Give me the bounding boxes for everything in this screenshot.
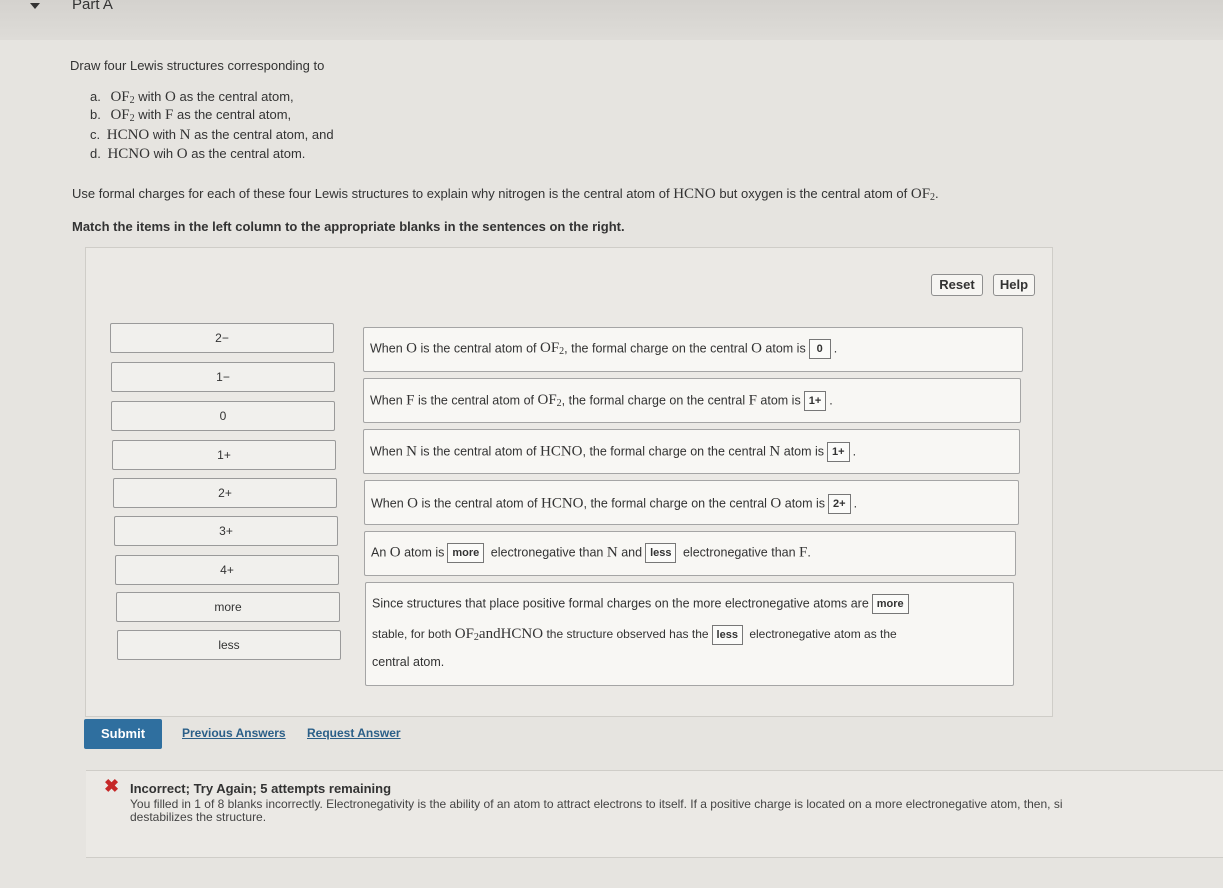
chip-less[interactable]: less [117, 630, 341, 660]
reset-button[interactable]: Reset [931, 274, 983, 296]
chip-2-plus[interactable]: 2+ [113, 478, 337, 508]
blank-1[interactable]: 0 [809, 339, 831, 359]
chip-4-plus[interactable]: 4+ [115, 555, 339, 585]
item-d: d. HCNO wih O as the central atom. [90, 146, 306, 162]
item-b: b. $OF_2$ with F as the central atom, [90, 107, 292, 124]
chip-1-plus[interactable]: 1+ [112, 440, 336, 470]
blank-5[interactable]: more [447, 543, 484, 563]
previous-answers-link[interactable]: Previous Answers [182, 726, 286, 740]
sentence-2: When F is the central atom of $OF_2$, the formal charge on the central F atom is 1+ . [363, 378, 1021, 423]
formula-hcno: HCNO [107, 146, 150, 162]
chip-0[interactable]: 0 [111, 401, 335, 431]
formula-of2: $OF_2$ [110, 107, 135, 124]
blank-6[interactable]: less [645, 543, 676, 563]
feedback-title: Incorrect; Try Again; 5 attempts remaining [130, 781, 392, 796]
item-a: a. $OF_2$ with O as the central atom, [90, 89, 294, 106]
blank-7[interactable]: more [872, 594, 909, 614]
sentence-6: Since structures that place positive formal charges on the more electronegative atoms are more stable, for both $OF_2andHCNO$ the structure observed has the less electronegative atom as the central atom. [365, 582, 1014, 686]
sentence-3: When N is the central atom of HCNO, the formal charge on the central N atom is 1+ . [363, 429, 1020, 474]
request-answer-link[interactable]: Request Answer [307, 726, 401, 740]
blank-2[interactable]: 1+ [804, 391, 827, 411]
x-mark-icon: ✖ [104, 776, 120, 796]
use-formal-charges-text: Use formal charges for each of these four Lewis structures to explain why nitrogen is the central atom of HCNO but oxygen is the central atom of $OF_2$. [72, 186, 939, 203]
blank-8[interactable]: less [712, 625, 743, 645]
formula-of2: $OF_2$ [110, 89, 135, 106]
blank-4[interactable]: 2+ [828, 494, 851, 514]
chip-1-minus[interactable]: 1− [111, 362, 335, 392]
chip-2-minus[interactable]: 2− [110, 323, 334, 353]
caret-down-icon[interactable] [30, 3, 40, 9]
part-header[interactable] [0, 0, 1223, 40]
formula-hcno: HCNO [106, 127, 150, 143]
blank-3[interactable]: 1+ [827, 442, 850, 462]
part-title: Part A [72, 0, 113, 13]
sentence-4: When O is the central atom of HCNO, the formal charge on the central O atom is 2+ . [364, 480, 1019, 525]
feedback-text: You filled in 1 of 8 blanks incorrectly. Electronegativity is the ability of an atom to attract electrons to itself. If a positive charge is located on a more electronegative atom, then, si destabilizes the structure. [130, 798, 1063, 824]
submit-button[interactable]: Submit [84, 719, 162, 749]
sentence-1: When O is the central atom of $OF_2$, the formal charge on the central O atom is 0 . [363, 327, 1023, 372]
problem-intro: Draw four Lewis structures corresponding to [70, 58, 325, 73]
chip-more[interactable]: more [116, 592, 340, 622]
chip-3-plus[interactable]: 3+ [114, 516, 338, 546]
instruction: Match the items in the left column to the appropriate blanks in the sentences on the right. [72, 219, 625, 234]
item-c: c. HCNO with N as the central atom, and [90, 127, 334, 143]
sentence-5: An O atom is more electronegative than N and less electronegative than F. [364, 531, 1016, 576]
help-button[interactable]: Help [993, 274, 1035, 296]
